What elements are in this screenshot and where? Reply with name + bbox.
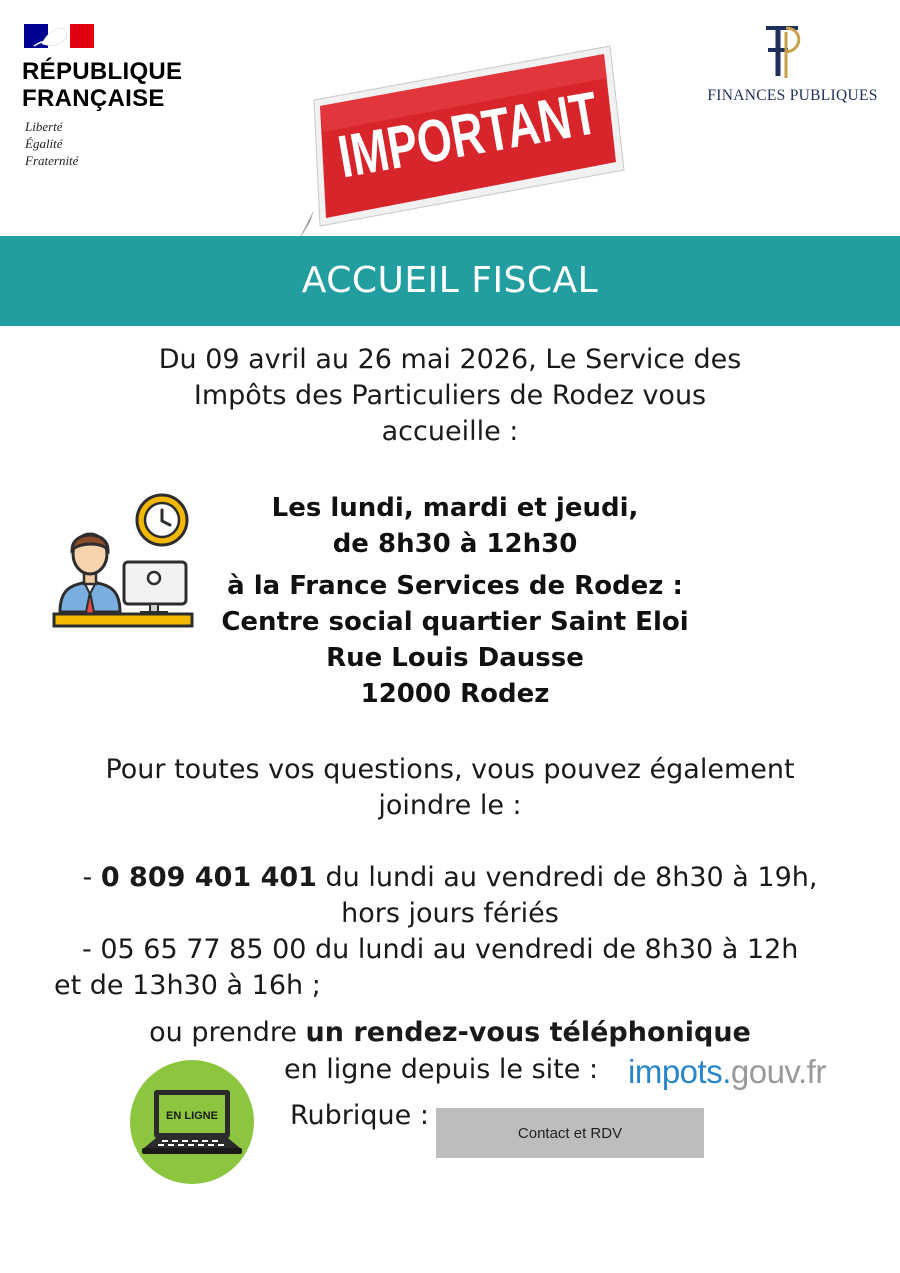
intro-line: Du 09 avril au 26 mai 2026, Le Service des bbox=[158, 344, 742, 375]
contact-intro-line: joindre le : bbox=[378, 790, 522, 821]
schedule-days bbox=[160, 490, 750, 562]
republique-francaise-logo bbox=[22, 24, 202, 174]
finances-publiques-mark-icon bbox=[758, 20, 808, 82]
rdv-bold: un rendez-vous téléphonique bbox=[305, 1017, 751, 1048]
svg-text:IMPORTANT: IMPORTANT bbox=[333, 63, 692, 191]
republique-motto: Liberté Égalité Fraternité bbox=[25, 119, 79, 168]
finances-publiques-label: FINANCES PUBLIQUES bbox=[707, 87, 878, 104]
address-line: 12000 Rodez bbox=[360, 679, 550, 709]
impots-site-part2: gouv.fr bbox=[730, 1053, 826, 1090]
phone-2-line: - 05 65 77 85 00 du lundi au vendredi de 8h30 à 12h bbox=[82, 934, 799, 965]
online-badge-label: EN LIGNE bbox=[166, 1110, 218, 1122]
phone-1-number: 0 809 401 401 bbox=[100, 862, 317, 893]
contact-intro bbox=[60, 752, 840, 824]
phone-2-info bbox=[54, 932, 894, 1004]
phone-1-prefix: - bbox=[82, 862, 101, 893]
finances-publiques-logo bbox=[700, 18, 885, 108]
phone-1-hours: du lundi au vendredi de 8h30 à 19h, bbox=[316, 862, 818, 893]
contact-rdv-button[interactable]: Contact et RDV bbox=[436, 1108, 704, 1158]
phone-1-note: hors jours fériés bbox=[341, 898, 559, 929]
impots-site-part1: impots. bbox=[628, 1053, 731, 1090]
online-laptop-icon bbox=[122, 1052, 262, 1192]
schedule-address bbox=[160, 568, 750, 712]
place-text: à la France Services de Rodez : bbox=[227, 571, 683, 601]
schedule-hours-text: de 8h30 à 12h30 bbox=[332, 529, 578, 559]
republique-francaise-name: RÉPUBLIQUE FRANÇAISE bbox=[22, 58, 183, 112]
banner-title: ACCUEIL FISCAL bbox=[301, 260, 599, 301]
rubrique-label: Rubrique : bbox=[290, 1100, 429, 1131]
intro-line: Impôts des Particuliers de Rodez vous bbox=[193, 380, 707, 411]
address-line: Rue Louis Dausse bbox=[326, 643, 584, 673]
phone-1-info bbox=[40, 860, 860, 932]
address-line: Centre social quartier Saint Eloi bbox=[221, 607, 689, 637]
title-banner bbox=[0, 236, 900, 326]
important-stamp bbox=[292, 40, 692, 245]
phone-2-line: et de 13h30 à 16h ; bbox=[54, 970, 321, 1001]
online-text: en ligne depuis le site : bbox=[284, 1054, 599, 1085]
impots-gouv-link[interactable] bbox=[628, 1052, 826, 1092]
marianne-flag-icon bbox=[24, 24, 94, 48]
schedule-days-text: Les lundi, mardi et jeudi, bbox=[271, 493, 639, 523]
intro-text bbox=[100, 342, 800, 450]
important-label bbox=[292, 40, 692, 245]
rdv-prefix: ou prendre bbox=[149, 1017, 306, 1048]
intro-line: accueille : bbox=[381, 416, 519, 447]
rdv-line bbox=[100, 1015, 800, 1051]
contact-intro-line: Pour toutes vos questions, vous pouvez également bbox=[105, 754, 795, 785]
